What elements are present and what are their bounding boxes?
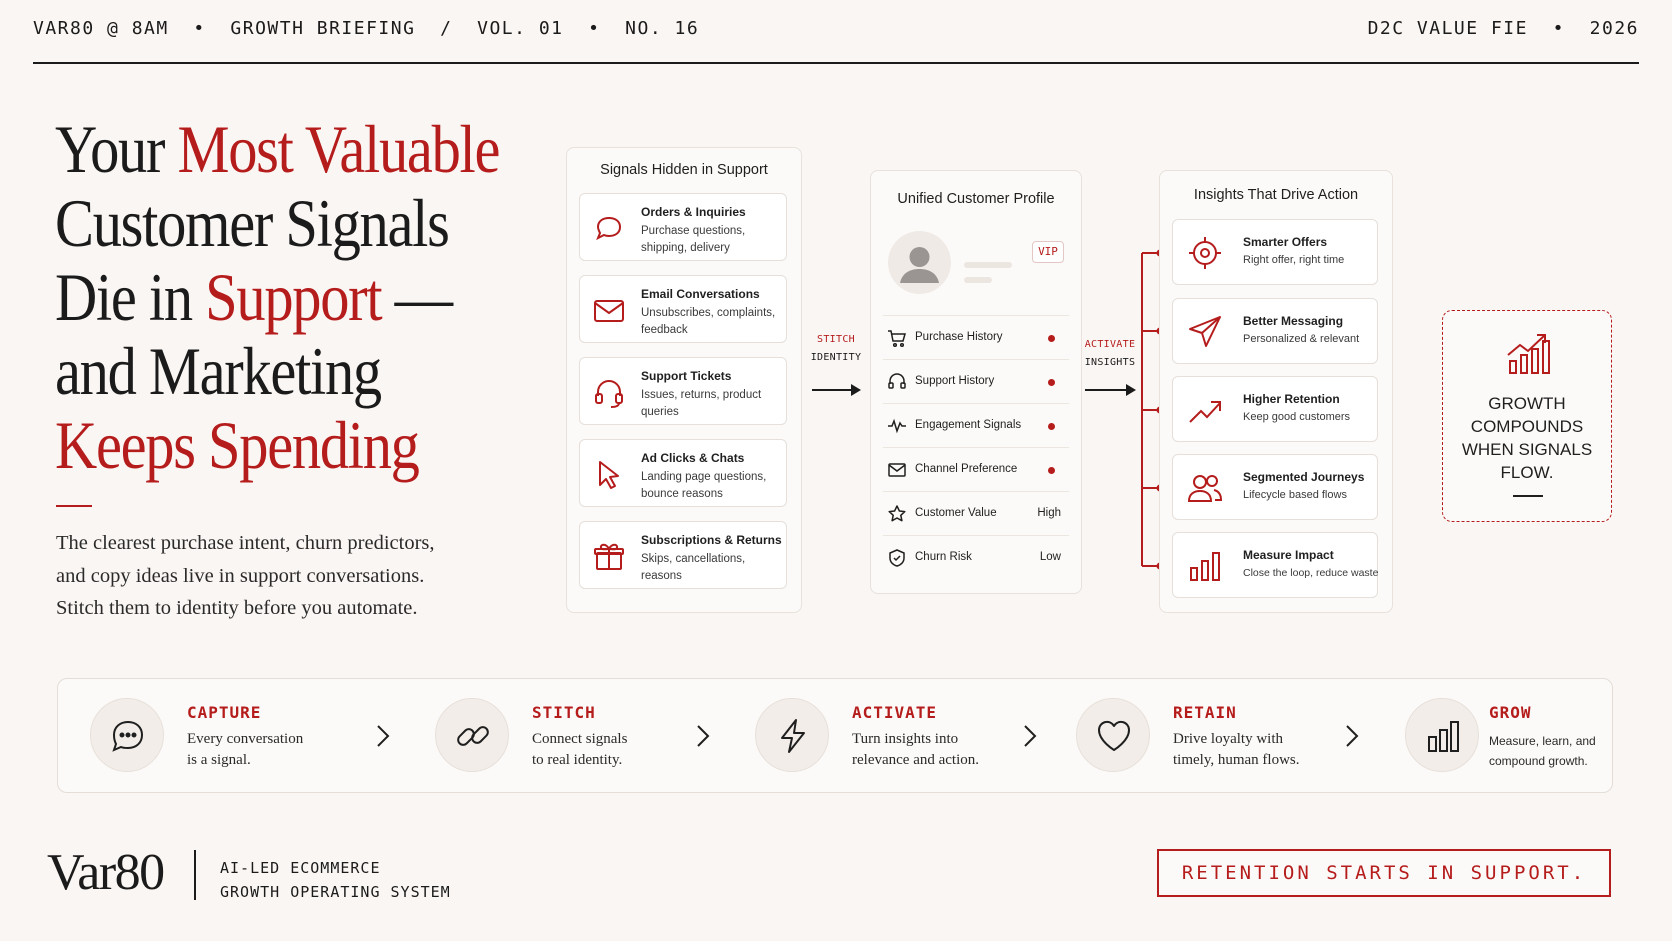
bar-chart-icon xyxy=(1187,548,1223,584)
growth-callout-text xyxy=(1443,392,1611,484)
insight-card xyxy=(1172,298,1378,364)
step-icon-circle xyxy=(755,698,829,772)
cart-icon xyxy=(887,328,907,348)
step-desc-line: to real identity. xyxy=(532,752,623,768)
status-dot xyxy=(1048,467,1055,474)
insight-card-title: Segmented Journeys xyxy=(1243,470,1365,484)
profile-row xyxy=(883,359,1069,403)
headline-text: Customer Signals xyxy=(55,185,449,261)
growth-dash xyxy=(1513,495,1543,497)
headline-text: — xyxy=(381,259,452,335)
chevron-right-icon xyxy=(1020,721,1040,751)
flow-label-line: ACTIVATE xyxy=(1084,339,1136,350)
brand-tagline xyxy=(220,856,451,904)
step-icon-circle xyxy=(1076,698,1150,772)
paper-plane-icon xyxy=(1187,314,1223,350)
insights-panel xyxy=(1159,170,1393,613)
signals-panel-title: Signals Hidden in Support xyxy=(600,162,768,178)
insight-card xyxy=(1172,532,1378,598)
profile-row-value: High xyxy=(1037,507,1061,519)
issue-info: VAR80 @ 8AM • GROWTH BRIEFING / VOL. 01 • NO. 16 xyxy=(33,18,700,39)
arrow-right-icon xyxy=(1084,381,1138,399)
gift-icon xyxy=(592,540,626,574)
trend-up-icon xyxy=(1187,392,1223,428)
headline-text: Your xyxy=(55,111,178,187)
edition-info: D2C VALUE FIE • 2026 xyxy=(1367,18,1639,39)
flow-label-line: IDENTITY xyxy=(810,352,862,363)
headline-text: and Marketing xyxy=(55,333,381,409)
profile-row xyxy=(883,403,1069,447)
step-desc-line: Connect signals xyxy=(532,731,628,747)
brand-logo: Var80 xyxy=(47,844,164,901)
shield-icon xyxy=(887,548,907,568)
star-icon xyxy=(887,504,907,524)
signal-card-title: Ad Clicks & Chats xyxy=(641,451,745,465)
logo-divider xyxy=(194,850,196,900)
users-icon xyxy=(1187,470,1223,506)
insight-card-title: Measure Impact xyxy=(1243,548,1334,562)
flow-label-line: STITCH xyxy=(817,334,855,345)
signal-card-desc: Purchase questions, shipping, delivery xyxy=(641,225,746,254)
tagline-line: GROWTH OPERATING SYSTEM xyxy=(220,883,451,901)
profile-row-label: Channel Preference xyxy=(915,463,1018,475)
signal-card-title: Orders & Inquiries xyxy=(641,205,746,219)
growth-chart-icon xyxy=(1505,331,1551,375)
status-dot xyxy=(1048,423,1055,430)
profile-row-label: Engagement Signals xyxy=(915,419,1022,431)
insight-card-desc: Lifecycle based flows xyxy=(1243,489,1347,501)
signal-card-desc: Skips, cancellations, reasons xyxy=(641,553,746,582)
profile-row xyxy=(883,491,1069,535)
growth-line: WHEN SIGNALS xyxy=(1461,440,1593,459)
chat-bubble-icon xyxy=(592,212,626,246)
headset-icon xyxy=(887,372,907,392)
insights-panel-title: Insights That Drive Action xyxy=(1193,187,1359,203)
profile-row xyxy=(883,447,1069,491)
growth-line: FLOW. xyxy=(1500,463,1554,482)
headline-highlight: Most Valuable xyxy=(177,111,500,187)
flow-label-line: INSIGHTS xyxy=(1084,357,1136,368)
lightning-icon xyxy=(774,717,812,755)
step-icon-circle xyxy=(1405,698,1479,772)
step-desc-line: relevance and action. xyxy=(852,752,980,768)
user-icon xyxy=(888,231,951,294)
signal-card-desc: Issues, returns, product queries xyxy=(641,389,762,418)
step-desc-line: is a signal. xyxy=(187,752,251,768)
step-desc xyxy=(1489,731,1659,771)
retention-cta: RETENTION STARTS IN SUPPORT. xyxy=(1157,849,1611,897)
step-name: RETAIN xyxy=(1173,703,1237,722)
insight-card-desc: Keep good customers xyxy=(1243,411,1351,423)
headset-icon xyxy=(592,376,626,410)
step-name: GROW xyxy=(1489,703,1532,722)
signal-card xyxy=(579,357,787,425)
insight-card-title: Better Messaging xyxy=(1243,314,1344,328)
top-bar xyxy=(33,18,1639,64)
envelope-icon xyxy=(887,460,907,480)
headline-highlight: Keeps Spending xyxy=(55,407,419,483)
signal-card-desc: Landing page questions, bounce reasons xyxy=(641,471,767,500)
step-name: STITCH xyxy=(532,703,596,722)
headline xyxy=(55,111,500,483)
signal-card-title: Support Tickets xyxy=(641,369,732,383)
step-desc-line: Measure, learn, and xyxy=(1489,734,1596,748)
step-desc-line: Drive loyalty with xyxy=(1173,731,1283,747)
chevron-right-icon xyxy=(1342,721,1362,751)
chevron-right-icon xyxy=(693,721,713,751)
insight-card xyxy=(1172,454,1378,520)
signal-card xyxy=(579,439,787,507)
process-strip xyxy=(57,678,1613,793)
step-desc xyxy=(852,729,1022,771)
activate-insights-label xyxy=(1082,336,1138,372)
pulse-icon xyxy=(887,416,907,436)
signal-card-title: Subscriptions & Returns xyxy=(641,533,782,547)
subcopy-line: Stitch them to identity before you automate. xyxy=(56,597,418,619)
stitch-identity-label xyxy=(808,331,864,367)
step-desc-line: Every conversation xyxy=(187,731,304,747)
subcopy-line: and copy ideas live in support conversations. xyxy=(56,564,425,587)
placeholder-line xyxy=(964,277,992,283)
cursor-icon xyxy=(592,458,626,492)
subcopy xyxy=(56,527,496,625)
insight-card-desc: Right offer, right time xyxy=(1243,254,1345,266)
step-name: CAPTURE xyxy=(187,703,262,722)
chevron-right-icon xyxy=(373,721,393,751)
profile-row-label: Churn Risk xyxy=(915,551,972,563)
signal-card-title: Email Conversations xyxy=(641,287,760,301)
profile-panel-title: Unified Customer Profile xyxy=(897,191,1055,207)
arrow-right-icon xyxy=(811,381,863,399)
profile-row xyxy=(883,535,1069,579)
speech-bubble-icon xyxy=(109,717,147,755)
insight-card-title: Higher Retention xyxy=(1243,392,1340,406)
status-dot xyxy=(1048,379,1055,386)
insight-card-title: Smarter Offers xyxy=(1243,235,1328,249)
step-desc-line: timely, human flows. xyxy=(1173,752,1300,768)
step-desc xyxy=(1173,729,1343,771)
signal-card xyxy=(579,193,787,261)
step-desc xyxy=(187,729,357,771)
bar-chart-icon xyxy=(1424,717,1462,755)
accent-rule xyxy=(56,505,92,507)
step-icon-circle xyxy=(90,698,164,772)
insight-card-desc: Personalized & relevant xyxy=(1243,333,1360,345)
heart-icon xyxy=(1095,717,1133,755)
profile-panel xyxy=(870,170,1082,594)
headline-highlight: Support xyxy=(205,259,382,335)
tagline-line: AI-LED ECOMMERCE xyxy=(220,859,381,877)
step-icon-circle xyxy=(435,698,509,772)
subcopy-line: The clearest purchase intent, churn predictors, xyxy=(56,532,435,554)
step-desc-line: Turn insights into xyxy=(852,731,959,747)
step-desc-line: compound growth. xyxy=(1489,754,1588,768)
vip-badge: VIP xyxy=(1032,241,1064,263)
profile-row xyxy=(883,315,1069,359)
insight-card-desc: Close the loop, reduce waste xyxy=(1243,567,1379,579)
target-icon xyxy=(1187,235,1223,271)
step-name: ACTIVATE xyxy=(852,703,938,722)
profile-row-label: Customer Value xyxy=(915,507,997,519)
insight-card xyxy=(1172,219,1378,285)
headline-text: Die in xyxy=(55,259,206,335)
growth-callout xyxy=(1442,310,1612,522)
growth-line: GROWTH xyxy=(1488,394,1566,413)
placeholder-line xyxy=(964,262,1012,268)
link-icon xyxy=(454,717,492,755)
profile-row-label: Support History xyxy=(915,375,995,387)
profile-row-value: Low xyxy=(1039,551,1061,563)
insight-card xyxy=(1172,376,1378,442)
profile-row-label: Purchase History xyxy=(915,331,1003,343)
status-dot xyxy=(1048,335,1055,342)
signal-card-desc: Unsubscribes, complaints, feedback xyxy=(641,307,776,336)
signals-panel xyxy=(566,147,802,613)
envelope-icon xyxy=(592,294,626,328)
step-desc xyxy=(532,729,702,771)
signal-card xyxy=(579,521,787,589)
avatar xyxy=(888,231,951,294)
signal-card xyxy=(579,275,787,343)
growth-line: COMPOUNDS xyxy=(1470,417,1584,436)
